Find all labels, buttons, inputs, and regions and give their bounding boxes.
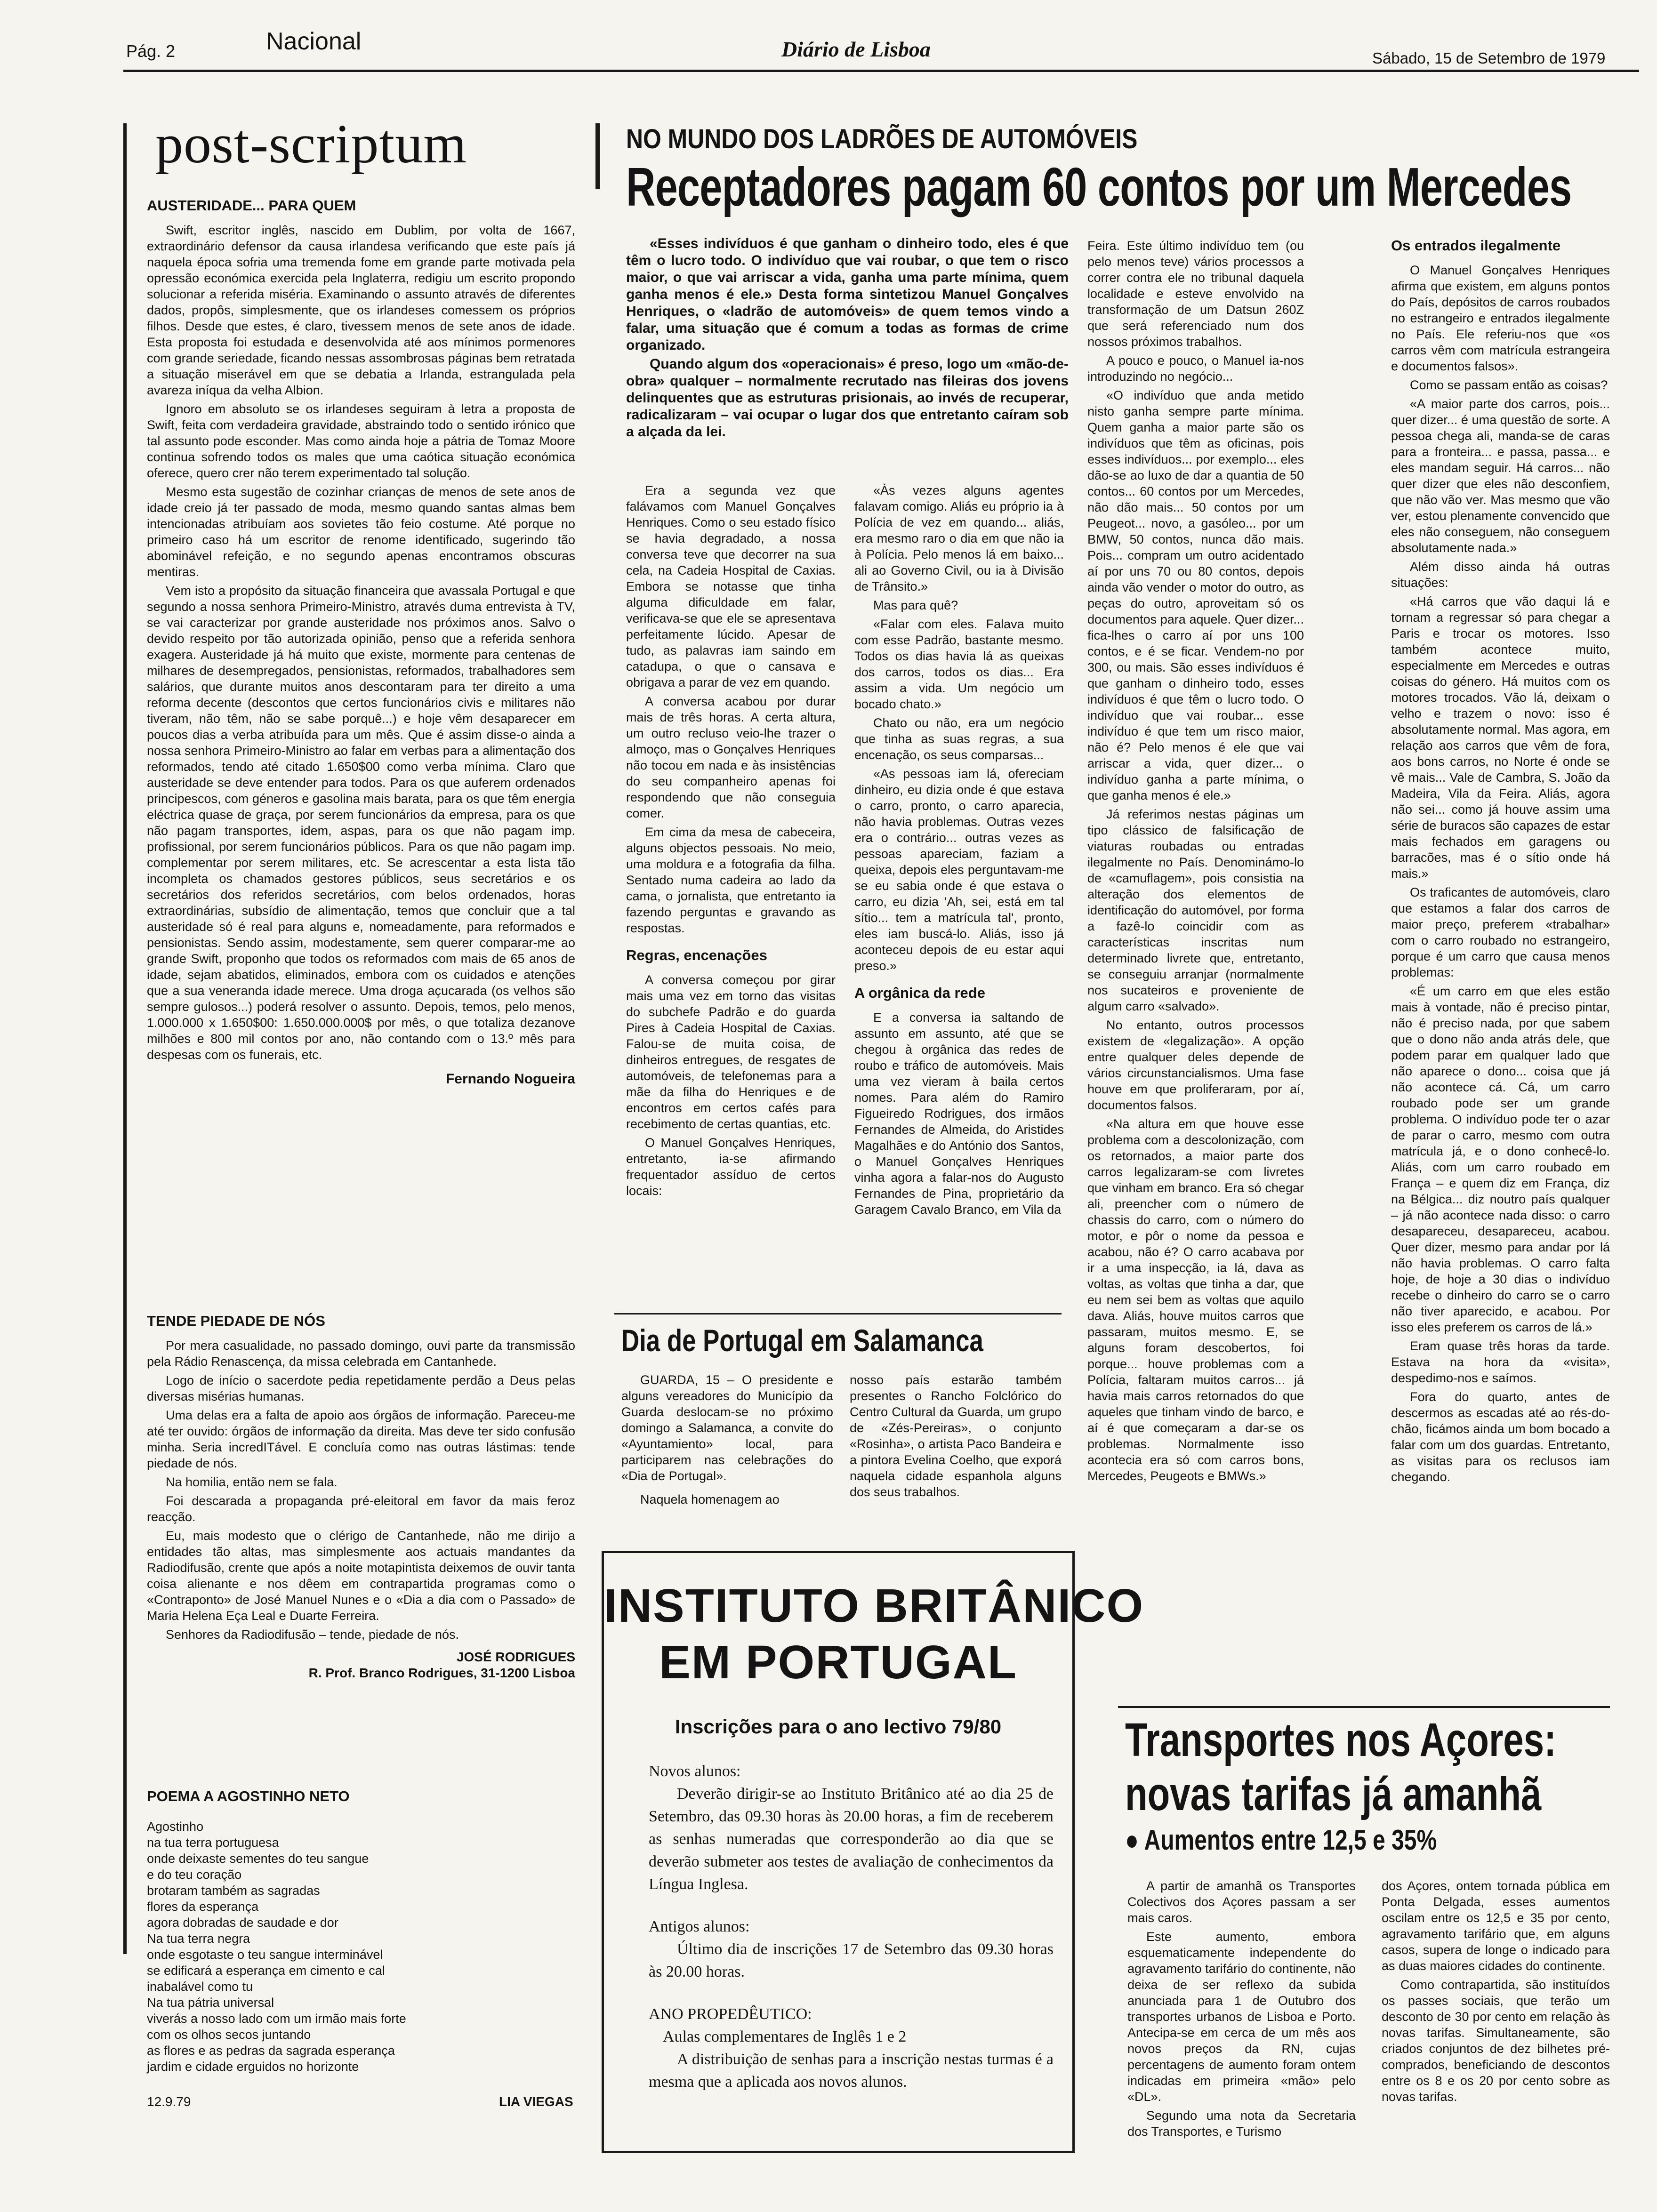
- acores-subhead: ● Aumentos entre 12,5 e 35%: [1125, 1824, 1437, 1856]
- ad-antigos-label: Antigos alunos:: [649, 1918, 750, 1935]
- poem-line: agora dobradas de saudade e dor: [147, 1915, 338, 1930]
- paragraph: Na homilia, então nem se fala.: [166, 1475, 338, 1489]
- ad-novos-label: Novos alunos:: [649, 1763, 741, 1780]
- austeridade-article: [147, 198, 575, 1304]
- paragraph: Chato ou não, era um negócio que tinha as suas regras, a sua encenação, os seus comparsas...: [854, 716, 1064, 762]
- instituto-ad: [602, 1551, 1144, 2153]
- acores-headline-2: novas tarifas já amanhã: [1125, 1768, 1542, 1820]
- paragraph: O Manuel Gonçalves Henriques, entretanto, ia-se afirmando frequentador assíduo de certos locais:: [626, 1136, 836, 1198]
- signature: Fernando Nogueira: [445, 1071, 575, 1087]
- salamanca-top-rule: [614, 1313, 1062, 1314]
- paragraph: Fora do quarto, antes de descermos as escadas até ao rés-do-chão, ficámos ainda um bom bocado a falar com um dos guardas. Entretanto, as visitas para os reclusos iam chegando.: [1391, 1390, 1610, 1484]
- paragraph: «É um carro em que eles estão mais à vontade, não é preciso pintar, não é preciso nada, por que sabem que o dono não anda atrás dele, que podem parar em qualquer lado que não aparece o dono... coisa que já não acontece cá. Cá, um carro roubado pode ser um grande problema. O indivíduo pode ter o azar de parar o carro, mesmo com outra matrícula já, e o dono conhecê-lo. Aliás, com um carro roubado em França – e quem diz em França, diz na Bélgica... diz noutro país qualquer – já não acontece nada disso: o carro desapareceu, desapareceu, acabou. Quer dizer, mesmo para andar por lá não havia problemas. O carro falta hoje, de hoje a 30 dias o indivíduo recebe o dinheiro do carro se o carro não tiver aparecido, e acabou. Por isso eles preferem os carros de lá.»: [1391, 984, 1610, 1334]
- mercedes-kicker: NO MUNDO DOS LADRÕES DE AUTOMÓVEIS: [626, 124, 1138, 154]
- paragraph: Senhores da Radiodifusão – tende, piedade de nós.: [166, 1627, 459, 1642]
- poem-line: na tua terra portuguesa: [147, 1835, 279, 1850]
- salamanca-headline: Dia de Portugal em Salamanca: [621, 1323, 983, 1358]
- ad-body: [649, 1760, 1054, 2093]
- acores-column-1: [1127, 1878, 1356, 2160]
- postscriptum-title: post-scriptum: [155, 113, 467, 175]
- paragraph: Eu, mais modesto que o clérigo de Cantanhede, não me dirijo a entidades tão altas, mas simplesmente aos actuais mandantes da Radiodifusão, crente que após a noite motapintista deixemos de ouvir tanta coisa alienante e nos dêem em contrapartida programas como o «Contraponto» de José Manuel Nunes e o «Dia a dia com o Passado» de Maria Helena Eça Leal e Duarte Ferreira.: [147, 1529, 575, 1623]
- paragraph: «O indivíduo que anda metido nisto ganha sempre parte mínima. Quem ganha a maior parte são os indivíduos que têm as oficinas, pois esses indivíduos... por exemplo... eles dão-se ao luxo de dar a quantia de 50 contos... 60 contos por um Mercedes, não dão mais... 50 contos por um Peugeot... novo, a gasóleo... por um BMW, 50 contos, nunca dão mais. Pois... compram um outro acidentado aí por uns 70 ou 80 contos, depois ainda vão vender o motor do outro, as peças do outro, aproveitam só os documentos para aquele. Quer dizer... fica-lhes o carro aí por uns 100 contos, e é se ficar. Vendem-no por 300, ou mais. São esses indivíduos é que ganham o dinheiro todo, esses indivíduos é que têm o lucro todo. O indivíduo que vai roubar... esse indivíduo é que tem um risco maior, não é? Pelo menos é ele que vai arriscar a vida, quer dizer... o indivíduo ganha a parte mínima, o que ganha menos é ele.»: [1087, 388, 1304, 802]
- subheading: Regras, encenações: [626, 947, 767, 963]
- paragraph: GUARDA, 15 – O presidente e alguns vereadores do Município da Guarda deslocam-se no próximo domingo a Salamanca, a convite do «Ayuntamiento» local, para participarem nas celebrações do «Dia de Portugal».: [621, 1373, 833, 1483]
- paragraph: Era a segunda vez que falávamos com Manuel Gonçalves Henriques. Como o seu estado físico se havia degradado, a nossa conversa teve que decorrer na sua cela, na Cadeia Hospital de Caxias. Embora se notasse que tinha alguma dificuldade em falar, verificava-se que ele se apresentava perfeitamente lúcido. Apesar de tudo, as palavras iam saindo em catadupa, o que o cansava e obrigava a parar de vez em quando.: [626, 483, 836, 689]
- subheading: A orgânica da rede: [854, 985, 985, 1001]
- poem-author: LIA VIEGAS: [499, 2094, 573, 2109]
- issue-date: Sábado, 15 de Setembro de 1979: [1372, 49, 1606, 67]
- poem-line: Na tua terra negra: [147, 1931, 250, 1946]
- section-name: Nacional: [266, 28, 362, 55]
- poem-line: Na tua pátria universal: [147, 1996, 274, 2010]
- paragraph: Este aumento, embora esquematicamente independente do agravamento tarifário do continente, não deixa de ser reflexo da subida anunciada para 1 de Outubro dos transportes urbanos de Lisboa e Porto. Antecipa-se em cerca de um mês aos novos preços da RN, cujas percentagens de aumento foram ontem indicadas em primeira «mão» pelo «DL».: [1127, 1930, 1356, 2104]
- paragraph: Como se passam então as coisas?: [1410, 378, 1608, 392]
- paragraph: Swift, escritor inglês, nascido em Dublim, por volta de 1667, extraordinário defensor da causa irlandesa verificando que este país já naquela época sofria uma tremenda fome em grande parte motivada pela opressão económica exercida pela Inglaterra, redigiu um escrito propondo solucionar a referida miséria. Examinando o assunto através de diferentes dados, propôs, simplesmente, que os irlandeses comessem os próprios filhos. Desde que estes, é claro, tivessem menos de sete anos de idade. Esta proposta foi estudada e desenvolvida até aos mínimos pormenores com grande seriedade, ficando nessas assombrosas páginas bem retratada a situação miserável em que se debatia a Irlanda, estrangulada pela avareza iníqua da velha Albion.: [147, 223, 575, 397]
- acores-column-2: [1382, 1878, 1610, 2160]
- paragraph: Naquela homenagem ao: [640, 1492, 780, 1507]
- acores-top-rule: [1118, 1706, 1610, 1708]
- ad-novos-text: Deverão dirigir-se ao Instituto Britânico até ao dia 25 de Setembro, das 09.30 horas às 20.00 horas, a fim de receberem as senhas numeradas que corresponderão ao dia que se deverão submeter aos testes de avaliação de conhecimentos da Língua Inglesa.: [649, 1785, 1054, 1893]
- poem-line: onde deixaste sementes do teu sangue: [147, 1851, 369, 1866]
- mercedes-column-2: [854, 482, 1064, 1306]
- masthead-rule: [123, 70, 1639, 72]
- salamanca-column-1: [621, 1372, 833, 1518]
- ad-propedeutico-text-1: Aulas complementares de Inglês 1 e 2: [663, 2028, 907, 2045]
- paragraph: Como contrapartida, são instituídos os passes sociais, que terão um desconto de 30 por cento em relação às novas tarifas. Simultaneamente, são criados conjuntos de dez bilhetes pré-comprados, beneficiando de descontos entre os 8 e os 20 por cento sobre as novas tarifas.: [1382, 1978, 1610, 2104]
- poem-line: brotaram também as sagradas: [147, 1883, 320, 1898]
- paragraph: Em cima da mesa de cabeceira, alguns objectos pessoais. No meio, uma moldura e a fotografia da filha. Sentado numa cadeira ao lado da cama, o jornalista, que entretanto ia fazendo perguntas e gravando as respostas.: [626, 825, 836, 935]
- acores-headline-1: Transportes nos Açores:: [1125, 1714, 1557, 1766]
- poema-heading: POEMA A AGOSTINHO NETO: [147, 1788, 350, 1804]
- paragraph: «Falar com eles. Falava muito com esse Padrão, bastante mesmo. Todos os dias havia lá as queixas dos carros, todos os dias... Era assim a vida. Um negócio um bocado chato.»: [854, 617, 1064, 711]
- poema-article: [147, 1788, 575, 2074]
- paragraph: «A maior parte dos carros, pois... quer dizer... é uma questão de sorte. A pessoa chega ali, manda-se de caras para a fronteira... e passa, passa... e eles mandam seguir. Há carros... não quer dizer que eles não desconfiem, que não vão ver. Mas mesmo que vão ver, estou plenamente convencido que eles não conseguem, não conseguem absolutamente nada.»: [1391, 397, 1610, 555]
- paragraph: Os traficantes de automóveis, claro que estamos a falar dos carros de maior preço, preferem «trabalhar» com o carro roubado no estrangeiro, porque é um carro que causa menos problemas:: [1391, 885, 1610, 979]
- paragraph: «Às vezes alguns agentes falavam comigo. Aliás eu próprio ia à Polícia de vez em quando... aliás, era mesmo raro o dia em que não ia à Polícia. Pelo menos lá em baixo... ali ao Governo Civil, ou ia à Divisão de Trânsito.»: [854, 483, 1064, 593]
- ad-propedeutico-text-2: A distribuição de senhas para a inscrição nestas turmas é a mesma que a aplicada aos novos alunos.: [649, 2051, 1054, 2091]
- paragraph: «As pessoas iam lá, ofereciam dinheiro, eu dizia onde é que estava o carro, pronto, o carro aparecia, não havia problemas. Outras vezes era o contrário... outras vezes as pessoas apareciam, faziam a queixa, depois eles perguntavam-me se eu sabia onde é que estava o carro, eu dizia 'Ah, sei, está em tal sítio... tem a matrícula tal', pronto, eles iam buscá-lo. Aliás, isso já aconteceu depois de eu estar aqui preso.»: [854, 767, 1064, 973]
- paragraph: «Na altura em que houve esse problema com a descolonização, com os retornados, a maior parte dos carros legalizaram-se com livretes que vinham em branco. Era só chegar ali, preencher com o número de chassis do carro, com o número do motor, e pôr o nome da pessoa e acabou, não é? O carro acabava por ir a uma inspecção, ia lá, dava as voltas, as voltas que tinha a dar, que eu nem sei bem as voltas que aquilo dava. Aliás, houve muitos carros que passaram, muitos mesmo. E, se alguns foram descobertos, foi porque... houve problemas com a Polícia, faltaram muitos carros... já havia mais carros retornados do que aqueles que tinham vindo de barco, e aí é que começaram a dar-se os problemas. Normalmente isso acontecia era só com carros bons, Mercedes, Peugeots e BMWs.»: [1087, 1117, 1304, 1483]
- paragraph: dos Açores, ontem tornada pública em Ponta Delgada, esses aumentos oscilam entre os 12,5 e 35 por cento, agravamento tarifário que, em alguns casos, supera de longe o indicado para as duas maiores cidades do continente.: [1382, 1879, 1610, 1973]
- paragraph: Vem isto a propósito da situação financeira que avassala Portugal e que segundo a nossa senhora Primeiro-Ministro, através duma entrevista à TV, se vai caracterizar por grande austeridade nos próximos anos. Salvo o devido respeito por tão autorizada opinião, penso que a referida senhora exagera. Austeridade já há muito que existe, mormente para centenas de milhares de desempregados, pensionistas, reformados, trabalhadores sem salários, que durante muitos anos descontaram para ter direito a uma reforma decente (descontos que certos funcionários civis e militares não tiveram, não têm, não se sabe porquê...) e hoje vêm desaparecer em poucos dias a verba atribuída para um mês. Que é assim disse-o ainda a nossa senhora Primeiro-Ministro ao falar em verbas para a alimentação dos reformados, tendo até citado 1.650$00 como verba mínima. Claro que austeridade se deve entender para todos. Para os que auferem ordenados principescos, com géneros e gasolina mais barata, para os que têm energia eléctrica quase de graça, por serem funcionários da empresa, para os que não pagam transportes, idem, aspas, para os que não pagam imp. profissional, por serem funcionários públicos. Para os que não pagam imp. complementar por serem militares, etc. Se acrescentar a esta lista tão incompleta os chamados gestores públicos, seus secretários e os secretários dos referidos secretários, com belos ordenados, horas extraordinárias, subsídio de alimentação, temos que concluir que a tal austeridade só é real para alguns e, nomeadamente, para reformados e pensionistas. Sendo assim, modestamente, sem querer comparar-me ao grande Swift, proponho que todos os reformados com mais de 65 anos de idade, sejam abatidos, eliminados, embora com os cuidados e atenções que a sua veneranda idade merece. Uma droga açucarada (os velhos são sempre gulosos...) poderá resolver o assunto. Depois, temos, pelo menos, 1.000.000 x 1.650$00: 1.650.000.000$ por mês, o que totaliza dezanove milhões e 800 mil contos por ano, não contando com o 13.º mês para despesas com os funerais, etc.: [147, 584, 575, 1062]
- newspaper-name: Diário de Lisboa: [781, 37, 931, 61]
- ad-title-line-1: INSTITUTO BRITÂNICO: [604, 1579, 1144, 1632]
- ad-antigos-text: Último dia de inscrições 17 de Setembro das 09.30 horas às 20.00 horas.: [649, 1940, 1054, 1980]
- poem-line: inabalável como tu: [147, 1980, 253, 1994]
- paragraph: E a conversa ia saltando de assunto em assunto, até que se chegou à orgânica das redes de roubo e tráfico de automóveis. Mais uma vez vieram à baila certos nomes. Para além do Ramiro Figueiredo Rodrigues, dos irmãos Fernandes de Almeida, do Aristides Magalhães e do António dos Santos, o Manuel Gonçalves Henriques vinha agora a falar-nos do Augusto Fernandes de Pina, proprietário da Garagem Cavalo Branco, em Vila da: [854, 1010, 1064, 1217]
- paragraph: Ignoro em absoluto se os irlandeses seguiram à letra a proposta de Swift, feita com verdadeira gravidade, abstraindo todo o sentido irónico que tal assunto pode esconder. Mas como ainda hoje a pátria de Tomaz Moore continua sofrendo todos os males que uma caótica situação económica oferece, quero crer não terem experimentado tal solução.: [147, 402, 575, 480]
- address: R. Prof. Branco Rodrigues, 31-1200 Lisboa: [308, 1666, 575, 1680]
- poem-line: as flores e as pedras da sagrada esperança: [147, 2044, 395, 2058]
- poem-line: viverás a nosso lado com um irmão mais forte: [147, 2012, 406, 2026]
- paragraph: O Manuel Gonçalves Henriques afirma que existem, em alguns pontos do País, depósitos de carros roubados no estrangeiro e entrados ilegalmente no País. Ele referiu-nos que «os carros vêm com matrícula estrangeira e documentos falsos».: [1391, 263, 1610, 373]
- paragraph: Logo de início o sacerdote pedia repetidamente perdão a Deus pelas diversas misérias humanas.: [147, 1373, 575, 1403]
- poem-line: onde esgotaste o teu sangue interminável: [147, 1948, 383, 1962]
- paragraph: No entanto, outros processos existem de «legalização». A opção entre qualquer deles depende de vários circunstancialismos. Uma fase houve em que proliferaram, por aí, documentos falsos.: [1087, 1018, 1304, 1112]
- paragraph: Feira. Este último indivíduo tem (ou pelo menos teve) vários processos a correr contra ele no tribunal daquela localidade e esteve envolvido na transformação de um Datsun 260Z que será referenciado num dos nossos próximos trabalhos.: [1087, 239, 1304, 349]
- signature: JOSÉ RODRIGUES: [456, 1650, 575, 1664]
- piedade-article: [147, 1313, 575, 1765]
- paragraph: A pouco e pouco, o Manuel ia-nos introduzindo no negócio...: [1087, 353, 1304, 384]
- mercedes-column-1: [626, 482, 836, 1306]
- poem-date: 12.9.79: [147, 2094, 191, 2109]
- poem-line: flores da esperança: [147, 1899, 259, 1914]
- piedade-heading: TENDE PIEDADE DE NÓS: [147, 1313, 325, 1329]
- mercedes-lede: [626, 235, 1069, 442]
- page-number: Pág. 2: [126, 41, 176, 61]
- postscriptum-left-bar: [123, 123, 127, 1954]
- paragraph: Além disso ainda há outras situações:: [1391, 560, 1610, 590]
- paragraph: A partir de amanhã os Transportes Colectivos dos Açores passam a ser mais caros.: [1127, 1879, 1356, 1925]
- salamanca-column-2: [850, 1372, 1062, 1518]
- austeridade-heading: AUSTERIDADE... PARA QUEM: [147, 197, 356, 214]
- mercedes-column-4: [1391, 238, 1610, 1692]
- paragraph: «Há carros que vão daqui lá e tornam a regressar só para chegar a Paris e trocar os motores. Isso também acontece muito, especialmente em Mercedes e outras coisas do género. Há muitos com os motores trocados. Vão lá, deixam o velho e trazem o novo: isso é absolutamente normal. Mas agora, em relação aos carros que vêm de fora, aos bons carros, no Norte é onde se vê mais... Vale de Cambra, S. João da Madeira, Vila da Feira. Aliás, agora não sei... como já houve assim uma série de buracos são capazes de estar mais fechados em garagens ou barracões, mas é o sítio onde há mais.»: [1391, 594, 1610, 881]
- paragraph: Uma delas era a falta de apoio aos órgãos de informação. Pareceu-me até ter ouvido: órgãos de informação da direita. Mas deve ter sido confusão minha. Seria incredITável. E concluía como nas outras lástimas: tende piedade de nós.: [147, 1408, 575, 1470]
- ad-title-line-2: EM PORTUGAL: [659, 1636, 1017, 1689]
- paragraph: Eram quase três horas da tarde. Estava na hora da «visita», despedimo-nos e saímos.: [1391, 1339, 1610, 1385]
- lede-paragraph: «Esses indivíduos é que ganham o dinheiro todo, eles é que têm o lucro todo. O indivíduo que vai roubar, o que tem o risco maior, o que vai arriscar a vida, ganha uma parte mínima, quem ganha menos é ele.» Desta forma sintetizou Manuel Gonçalves Henriques, o «ladrão de automóveis» de quem temos vindo a falar, uma situação que é comum a todas as formas de crime organizado.: [626, 236, 1069, 353]
- paragraph: nosso país estarão também presentes o Rancho Folclórico do Centro Cultural da Guarda, um grupo de «Zés-Pereiras», o conjunto «Rosinha», o artista Paco Bandeira e a pintora Evelina Coelho, que exporá naquela cidade espanhola alguns dos seus trabalhos.: [850, 1373, 1062, 1499]
- lede-paragraph: Quando algum dos «operacionais» é preso, logo um «mão-de-obra» qualquer – normalmente recrutado nas fileiras dos jovens delinquentes que as estruturas prisionais, ao invés de recuperar, radicalizaram – vai ocupar o lugar dos que entretanto caíram sob a alçada da lei.: [626, 356, 1069, 440]
- mercedes-headline: Receptadores pagam 60 contos por um Mercedes: [626, 156, 1572, 217]
- paragraph: A conversa acabou por durar mais de três horas. A certa altura, um outro recluso veio-lhe trazer o almoço, mas o Gonçalves Henriques não tocou em nada e às insistências do seu companheiro apenas foi respondendo que não conseguia comer.: [626, 694, 836, 820]
- poem-line: com os olhos secos juntando: [147, 2028, 311, 2042]
- ad-propedeutico-label: ANO PROPEDÊUTICO:: [649, 2005, 812, 2023]
- paragraph: Mesmo esta sugestão de cozinhar crianças de menos de sete anos de idade creio já ter passado de moda, mesmo quando santas almas bem intencionadas atribuíam aos sovietes tão feio costume. Até porque no primeiro caso há um escritor de renome identificado, sugerindo tão abominável refeição, e no segundo apenas encontramos obscuras mentiras.: [147, 485, 575, 579]
- paragraph: A conversa começou por girar mais uma vez em torno das visitas do subchefe Padrão e do guarda Pires à Cadeia Hospital de Caxias. Falou-se de muita coisa, de dinheiros entregues, de resgates de automóveis, de telefonemas para a mãe da filha do Henriques e de encontros em certos cafés para recebimento de certas quantias, etc.: [626, 973, 836, 1131]
- paragraph: Já referimos nestas páginas um tipo clássico de falsificação de viaturas roubadas ou entradas ilegalmente no País. Denominámo-lo de «camuflagem», pois consistia na alteração dos elementos de identificação do automóvel, por forma a fazê-lo coincidir com as características inscritas num determinado livrete que, entretanto, se conseguiu arranjar (normalmente nos sucateiros e proveniente de algum carro «salvado».: [1087, 807, 1304, 1013]
- paragraph: Segundo uma nota da Secretaria dos Transportes, e Turismo: [1127, 2108, 1356, 2139]
- poem-line: jardim e cidade erguidos no horizonte: [147, 2060, 359, 2074]
- paragraph: Foi descarada a propaganda pré-eleitoral em favor da mais feroz reacção.: [147, 1494, 575, 1524]
- paragraph: Por mera casualidade, no passado domingo, ouvi parte da transmissão pela Rádio Renascença, da missa celebrada em Cantanhede.: [147, 1338, 575, 1369]
- subheading: Os entrados ilegalmente: [1391, 237, 1561, 254]
- ad-subtitle: Inscrições para o ano lectivo 79/80: [675, 1715, 1002, 1738]
- poem-line: se edificará a esperança em cimento e cal: [147, 1964, 385, 1978]
- poem-line: Agostinho: [147, 1819, 204, 1834]
- paragraph: Mas para quê?: [873, 598, 958, 612]
- poem-line: e do teu coração: [147, 1867, 242, 1882]
- mercedes-left-bar: [595, 123, 600, 189]
- mercedes-column-3: [1087, 238, 1304, 1692]
